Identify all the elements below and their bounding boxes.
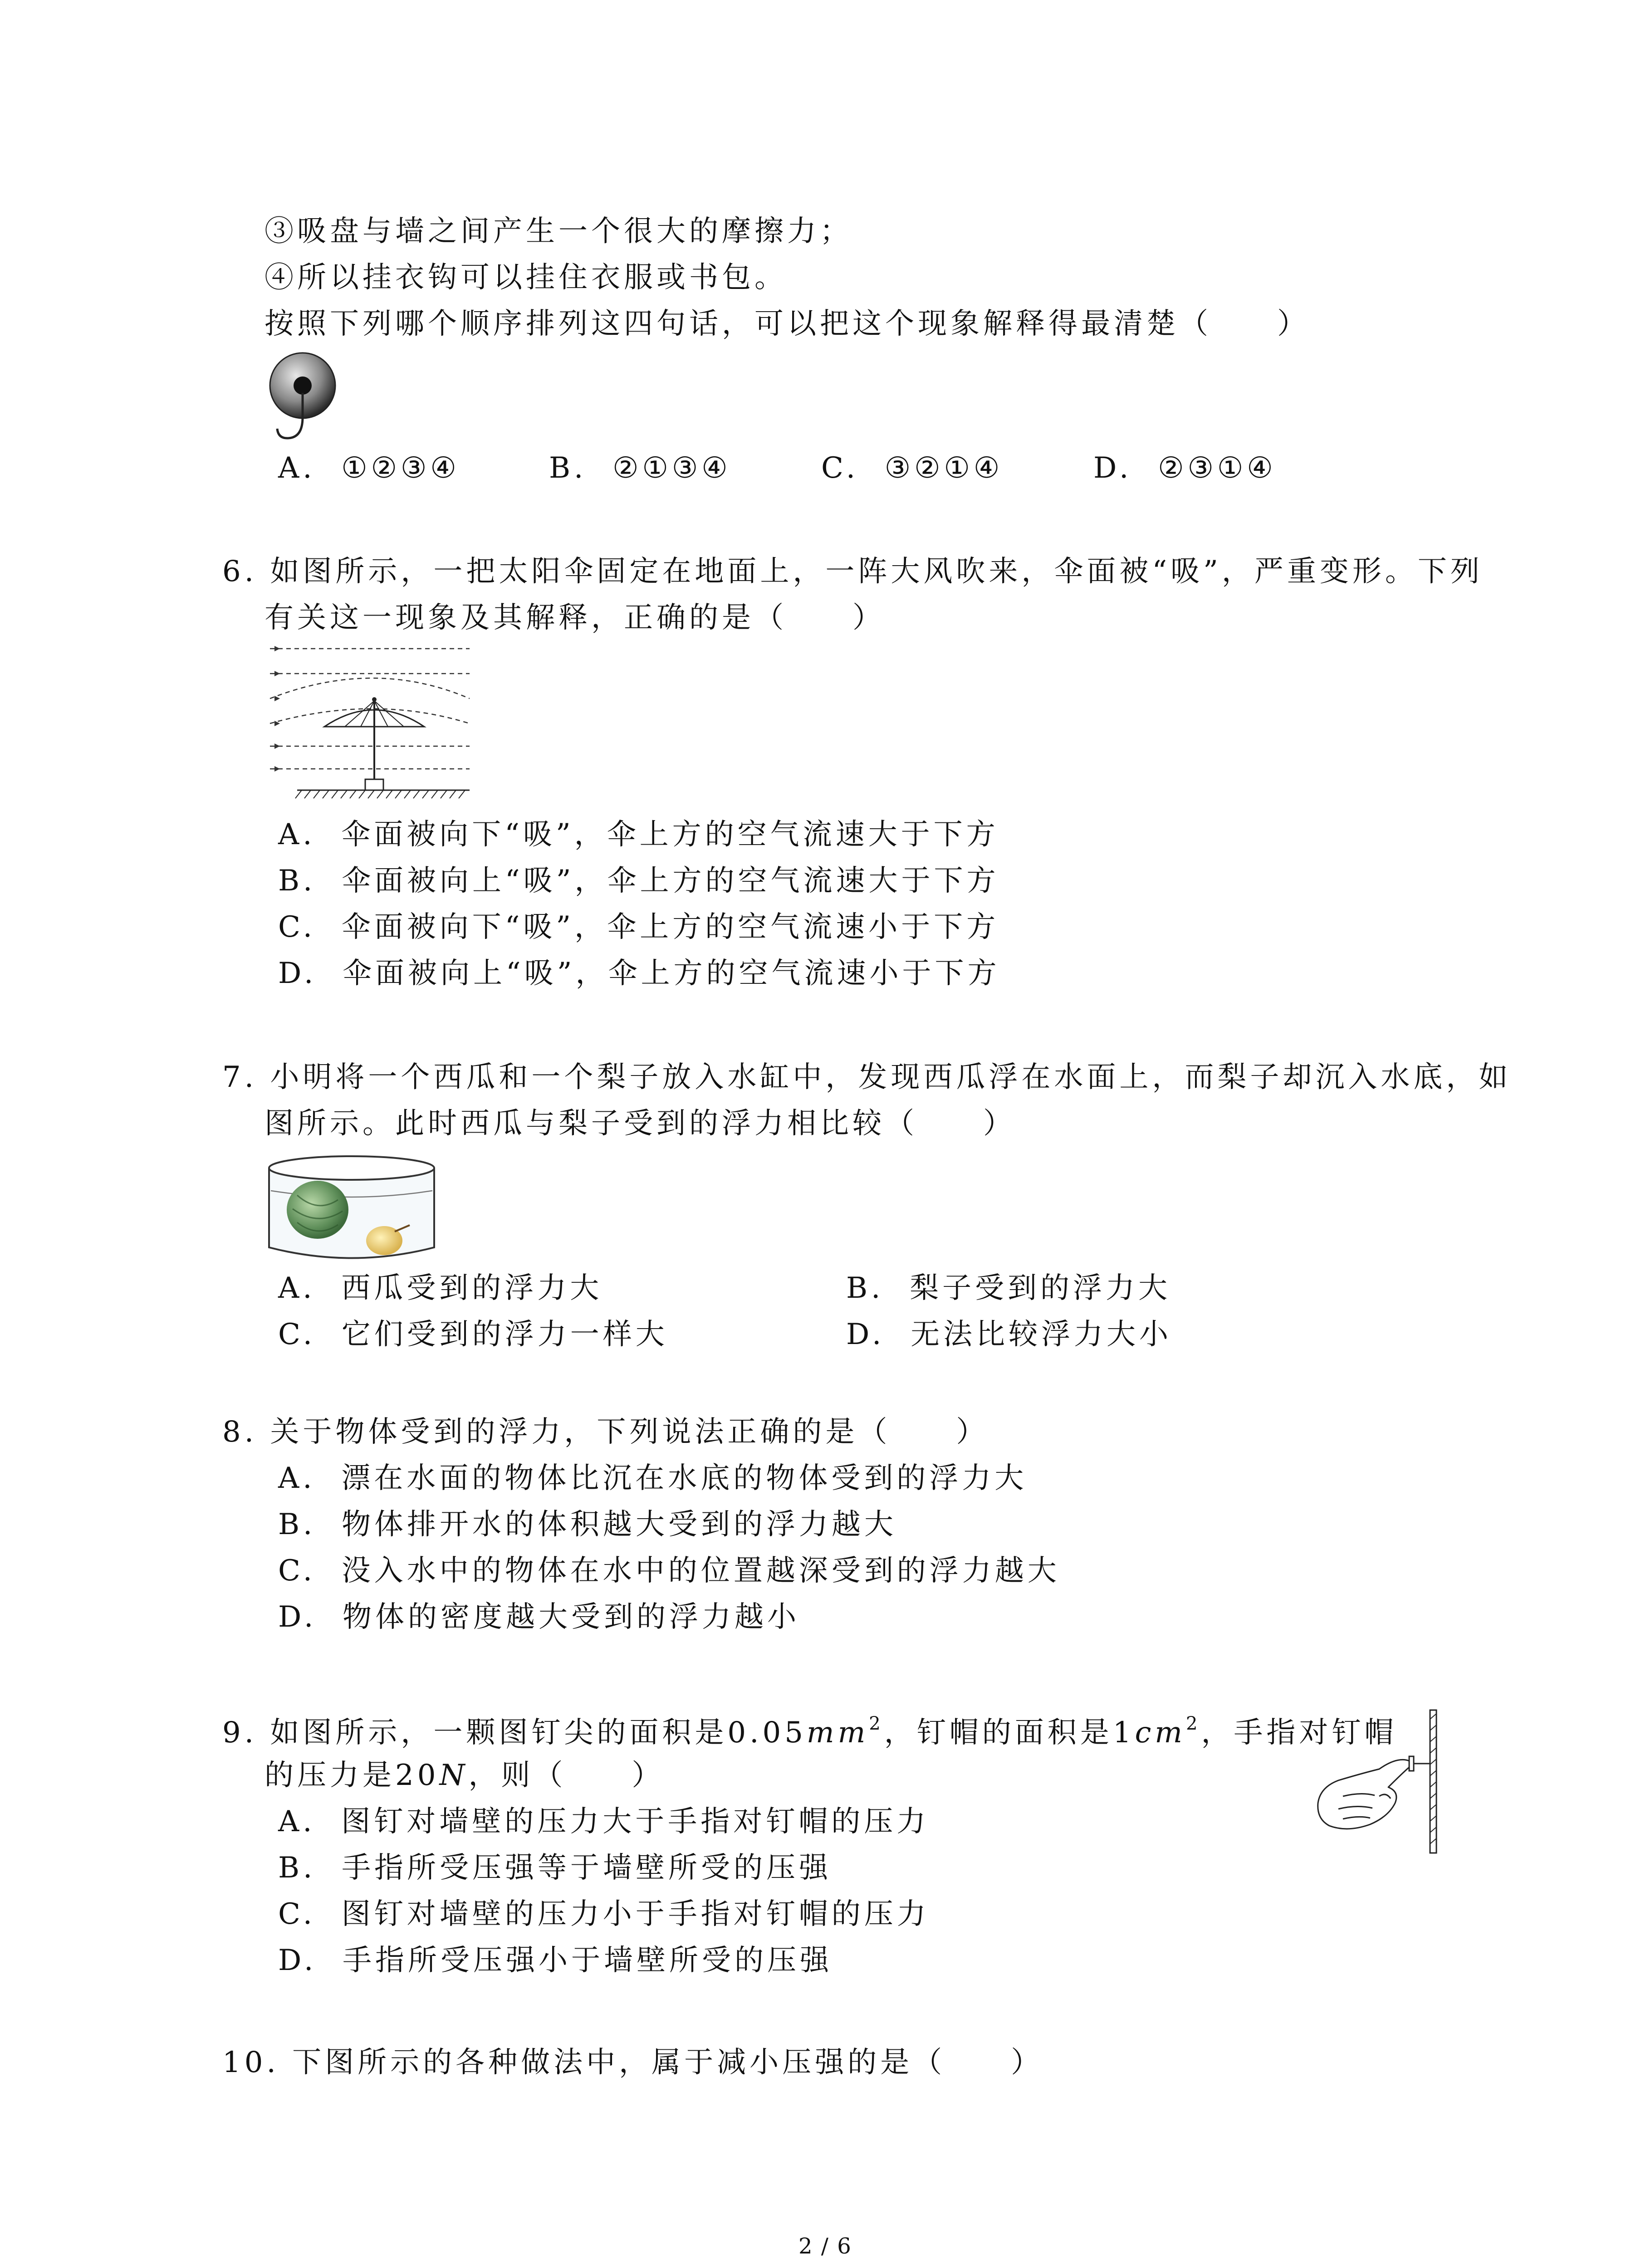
thumbtack-hand-figure	[1311, 1706, 1447, 1855]
q10-stem: 10. 下图所示的各种做法中，属于减小压强的是（ ）	[222, 2046, 1044, 2079]
option-text: 没入水中的物体在水中的位置越深受到的浮力越大	[341, 1554, 1060, 1588]
option-text: 图钉对墙壁的压力小于手指对钉帽的压力	[341, 1897, 930, 1931]
q5-prompt: 按照下列哪个顺序排列这四句话，可以把这个现象解释得最清楚（ ）	[265, 307, 1310, 341]
option-text: ②①③④	[612, 451, 731, 485]
q9-text: 的压力是	[265, 1759, 395, 1792]
option-letter: D.	[278, 1944, 317, 1977]
option-text: 梨子受到的浮力大	[910, 1271, 1171, 1305]
option-text: 伞面被向下“吸”，伞上方的空气流速小于下方	[341, 910, 999, 944]
q8-option-a	[278, 1461, 1028, 1495]
q5-option-d	[1093, 451, 1277, 485]
water-tank-figure	[265, 1150, 438, 1268]
option-text: 手指所受压强等于墙壁所受的压强	[342, 1851, 832, 1885]
option-letter: B.	[549, 451, 587, 485]
option-text: ③②①④	[884, 451, 1004, 485]
option-text: 图钉对墙壁的压力大于手指对钉帽的压力	[341, 1805, 930, 1838]
q7-stem-line-1: 7. 小明将一个西瓜和一个梨子放入水缸中，发现西瓜浮在水面上，而梨子却沉入水底，如	[222, 1061, 1512, 1094]
q5-option-b	[549, 451, 731, 485]
option-letter: A.	[278, 451, 316, 485]
q5-option-c	[821, 451, 1004, 485]
option-letter: C.	[278, 1897, 316, 1931]
option-text: 伞面被向下“吸”，伞上方的空气流速大于下方	[341, 818, 999, 851]
q9-option-b	[278, 1851, 832, 1885]
q5-statement-3: ③吸盘与墙之间产生一个很大的摩擦力；	[265, 215, 852, 248]
q9-option-a	[278, 1807, 929, 1836]
q8-option-b	[278, 1510, 897, 1539]
option-letter: A.	[278, 818, 316, 851]
option-letter: B.	[278, 864, 316, 898]
option-text: ②③①④	[1158, 451, 1277, 485]
option-text: ①②③④	[341, 451, 460, 485]
q5-statement-4: ④所以挂衣钩可以挂住衣服或书包。	[265, 261, 787, 294]
option-text: 伞面被向上“吸”，伞上方的空气流速大于下方	[342, 864, 999, 898]
option-text: 物体排开水的体积越大受到的浮力越大	[342, 1508, 897, 1541]
q9-stem-line-2	[265, 1761, 664, 1790]
q7-option-c	[278, 1320, 668, 1349]
option-letter: B.	[278, 1851, 316, 1885]
option-letter: C.	[278, 1554, 316, 1588]
option-letter: B.	[846, 1271, 884, 1305]
q6-option-a	[278, 820, 999, 849]
option-letter: D.	[1093, 451, 1132, 485]
option-text: 手指所受压强小于墙壁所受的压强	[343, 1944, 833, 1977]
q8-option-c	[278, 1554, 1060, 1588]
option-letter: C.	[278, 1318, 316, 1351]
option-text: 西瓜受到的浮力大	[341, 1271, 603, 1305]
q8-stem: 8. 关于物体受到的浮力，下列说法正确的是（ ）	[222, 1415, 989, 1449]
q8-option-d	[278, 1600, 800, 1634]
q6-stem-line-1: 6. 如图所示，一把太阳伞固定在地面上，一阵大风吹来，伞面被“吸”，严重变形。下列	[222, 555, 1483, 588]
option-letter: D.	[278, 957, 317, 990]
option-letter: B.	[278, 1508, 316, 1541]
option-text: 伞面被向上“吸”，伞上方的空气流速小于下方	[343, 957, 1000, 990]
q5-option-a	[278, 451, 460, 485]
q9-option-c	[278, 1897, 930, 1931]
page-number: 2 / 6	[798, 2234, 852, 2259]
q9-text: ，钉帽的面积是	[884, 1716, 1113, 1750]
option-letter: D.	[278, 1600, 317, 1634]
q7-option-d	[846, 1320, 1172, 1349]
option-text: 漂在水面的物体比沉在水底的物体受到的浮力大	[341, 1461, 1028, 1495]
q9-text: ，手指对钉帽	[1201, 1716, 1397, 1750]
q7-stem-line-2: 图所示。此时西瓜与梨子受到的浮力相比较（ ）	[265, 1107, 1016, 1140]
option-text: 它们受到的浮力一样大	[341, 1318, 668, 1351]
q9-exponent: 2	[869, 1713, 884, 1734]
q7-option-b	[846, 1271, 1171, 1305]
q9-unit: cm	[1135, 1716, 1186, 1750]
q9-unit: N	[439, 1759, 469, 1792]
option-letter: A.	[278, 1271, 316, 1305]
q6-option-c	[278, 910, 999, 944]
option-letter: A.	[278, 1805, 316, 1838]
q6-option-b	[278, 864, 999, 898]
q9-value: 1	[1112, 1716, 1135, 1750]
q7-option-a	[278, 1271, 603, 1305]
q6-option-d	[278, 959, 1000, 988]
q9-text: 9. 如图所示，一颗图钉尖的面积是	[222, 1716, 728, 1750]
option-letter: C.	[821, 451, 859, 485]
option-text: 物体的密度越大受到的浮力越小	[343, 1600, 800, 1634]
option-letter: C.	[278, 910, 316, 944]
option-letter: A.	[278, 1461, 316, 1495]
suction-hook-figure	[265, 349, 343, 445]
q9-stem-line-1	[222, 1713, 1397, 1750]
option-text: 无法比较浮力大小	[911, 1318, 1172, 1351]
q9-unit: mm	[806, 1716, 869, 1750]
umbrella-wind-figure	[265, 640, 479, 803]
option-letter: D.	[846, 1318, 885, 1351]
q9-value: 20	[395, 1759, 440, 1792]
q9-exponent: 2	[1185, 1713, 1201, 1734]
q9-value: 0.05	[727, 1716, 807, 1750]
q6-stem-line-2: 有关这一现象及其解释，正确的是（ ）	[265, 601, 885, 635]
q9-option-d	[278, 1946, 833, 1975]
q9-text: ，则（ ）	[468, 1759, 665, 1792]
